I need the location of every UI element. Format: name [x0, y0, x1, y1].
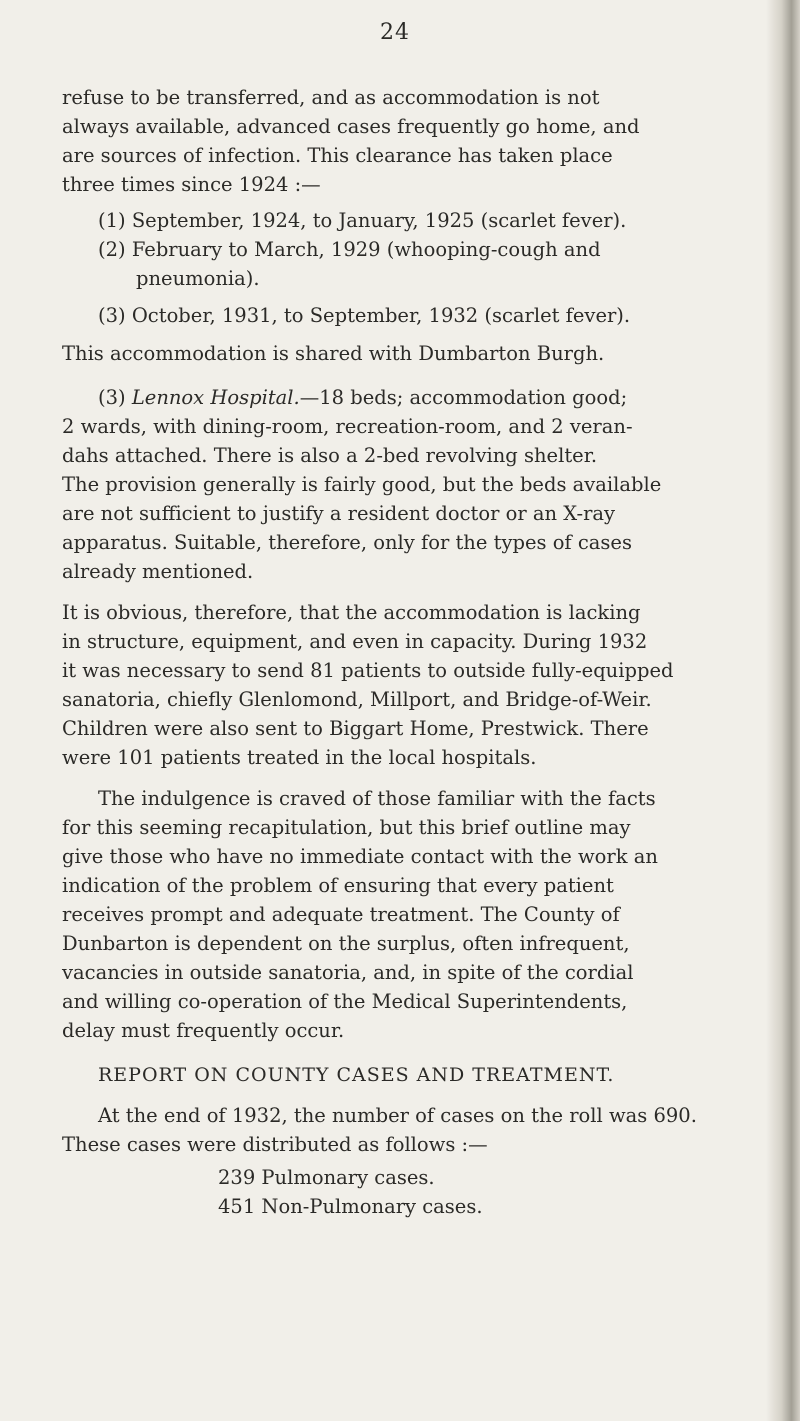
section-heading: REPORT ON COUNTY CASES AND TREATMENT.: [98, 1064, 615, 1086]
text-line: 2 wards, with dining-room, recreation-room, and 2 veran-: [62, 415, 633, 438]
text-line: receives prompt and adequate treatment. The County of: [62, 903, 620, 926]
page-number: 24: [380, 20, 410, 45]
text-line: The provision generally is fairly good, but the beds available: [62, 473, 662, 496]
text-line: Children were also sent to Biggart Home, Prestwick. There: [62, 717, 649, 740]
lennox-hospital-line: [98, 384, 627, 412]
text-line: The indulgence is craved of those familiar with the facts: [98, 787, 656, 810]
text-line: are not sufficient to justify a resident doctor or an X-ray: [62, 502, 616, 525]
text-line: give those who have no immediate contact with the work an: [62, 845, 658, 868]
text-line: three times since 1924 :—: [62, 173, 321, 196]
page-edge-shadow: [766, 0, 800, 1421]
text-line: refuse to be transferred, and as accommodation is not: [62, 86, 600, 109]
text-line: apparatus. Suitable, therefore, only for the types of cases: [62, 531, 632, 554]
text-line: always available, advanced cases frequently go home, and: [62, 115, 640, 138]
text-line: for this seeming recapitulation, but this brief outline may: [62, 816, 631, 839]
text-line: indication of the problem of ensuring that every patient: [62, 874, 614, 897]
text-line: At the end of 1932, the number of cases on the roll was 690.: [98, 1104, 697, 1127]
text-line: It is obvious, therefore, that the accommodation is lacking: [62, 601, 641, 624]
text-line: delay must frequently occur.: [62, 1019, 345, 1042]
text-line: These cases were distributed as follows :—: [62, 1133, 488, 1156]
text-line: Dunbarton is dependent on the surplus, often infrequent,: [62, 932, 630, 955]
list-item: (2) February to March, 1929 (whooping-cough and: [98, 238, 601, 261]
text-line: sanatoria, chiefly Glenlomond, Millport, and Bridge-of-Weir.: [62, 688, 652, 711]
text-line: are sources of infection. This clearance has taken place: [62, 144, 613, 167]
text-line: vacancies in outside sanatoria, and, in spite of the cordial: [62, 961, 634, 984]
text-span: —18 beds; accommodation good;: [299, 386, 628, 409]
case-count: 451 Non-Pulmonary cases.: [218, 1195, 483, 1218]
text-line: in structure, equipment, and even in capacity. During 1932: [62, 630, 648, 653]
text-line: already mentioned.: [62, 560, 254, 583]
text-span: (3): [98, 386, 132, 409]
hospital-name: Lennox Hospital.: [131, 386, 300, 409]
list-item-continuation: pneumonia).: [136, 267, 260, 290]
text-line: were 101 patients treated in the local hospitals.: [62, 746, 537, 769]
text-line: This accommodation is shared with Dumbarton Burgh.: [62, 342, 605, 365]
list-item: (3) October, 1931, to September, 1932 (scarlet fever).: [98, 304, 631, 327]
text-line: it was necessary to send 81 patients to outside fully-equipped: [62, 659, 674, 682]
text-line: and willing co-operation of the Medical Superintendents,: [62, 990, 628, 1013]
text-line: dahs attached. There is also a 2-bed revolving shelter.: [62, 444, 598, 467]
case-count: 239 Pulmonary cases.: [218, 1166, 435, 1189]
list-item: (1) September, 1924, to January, 1925 (scarlet fever).: [98, 209, 627, 232]
